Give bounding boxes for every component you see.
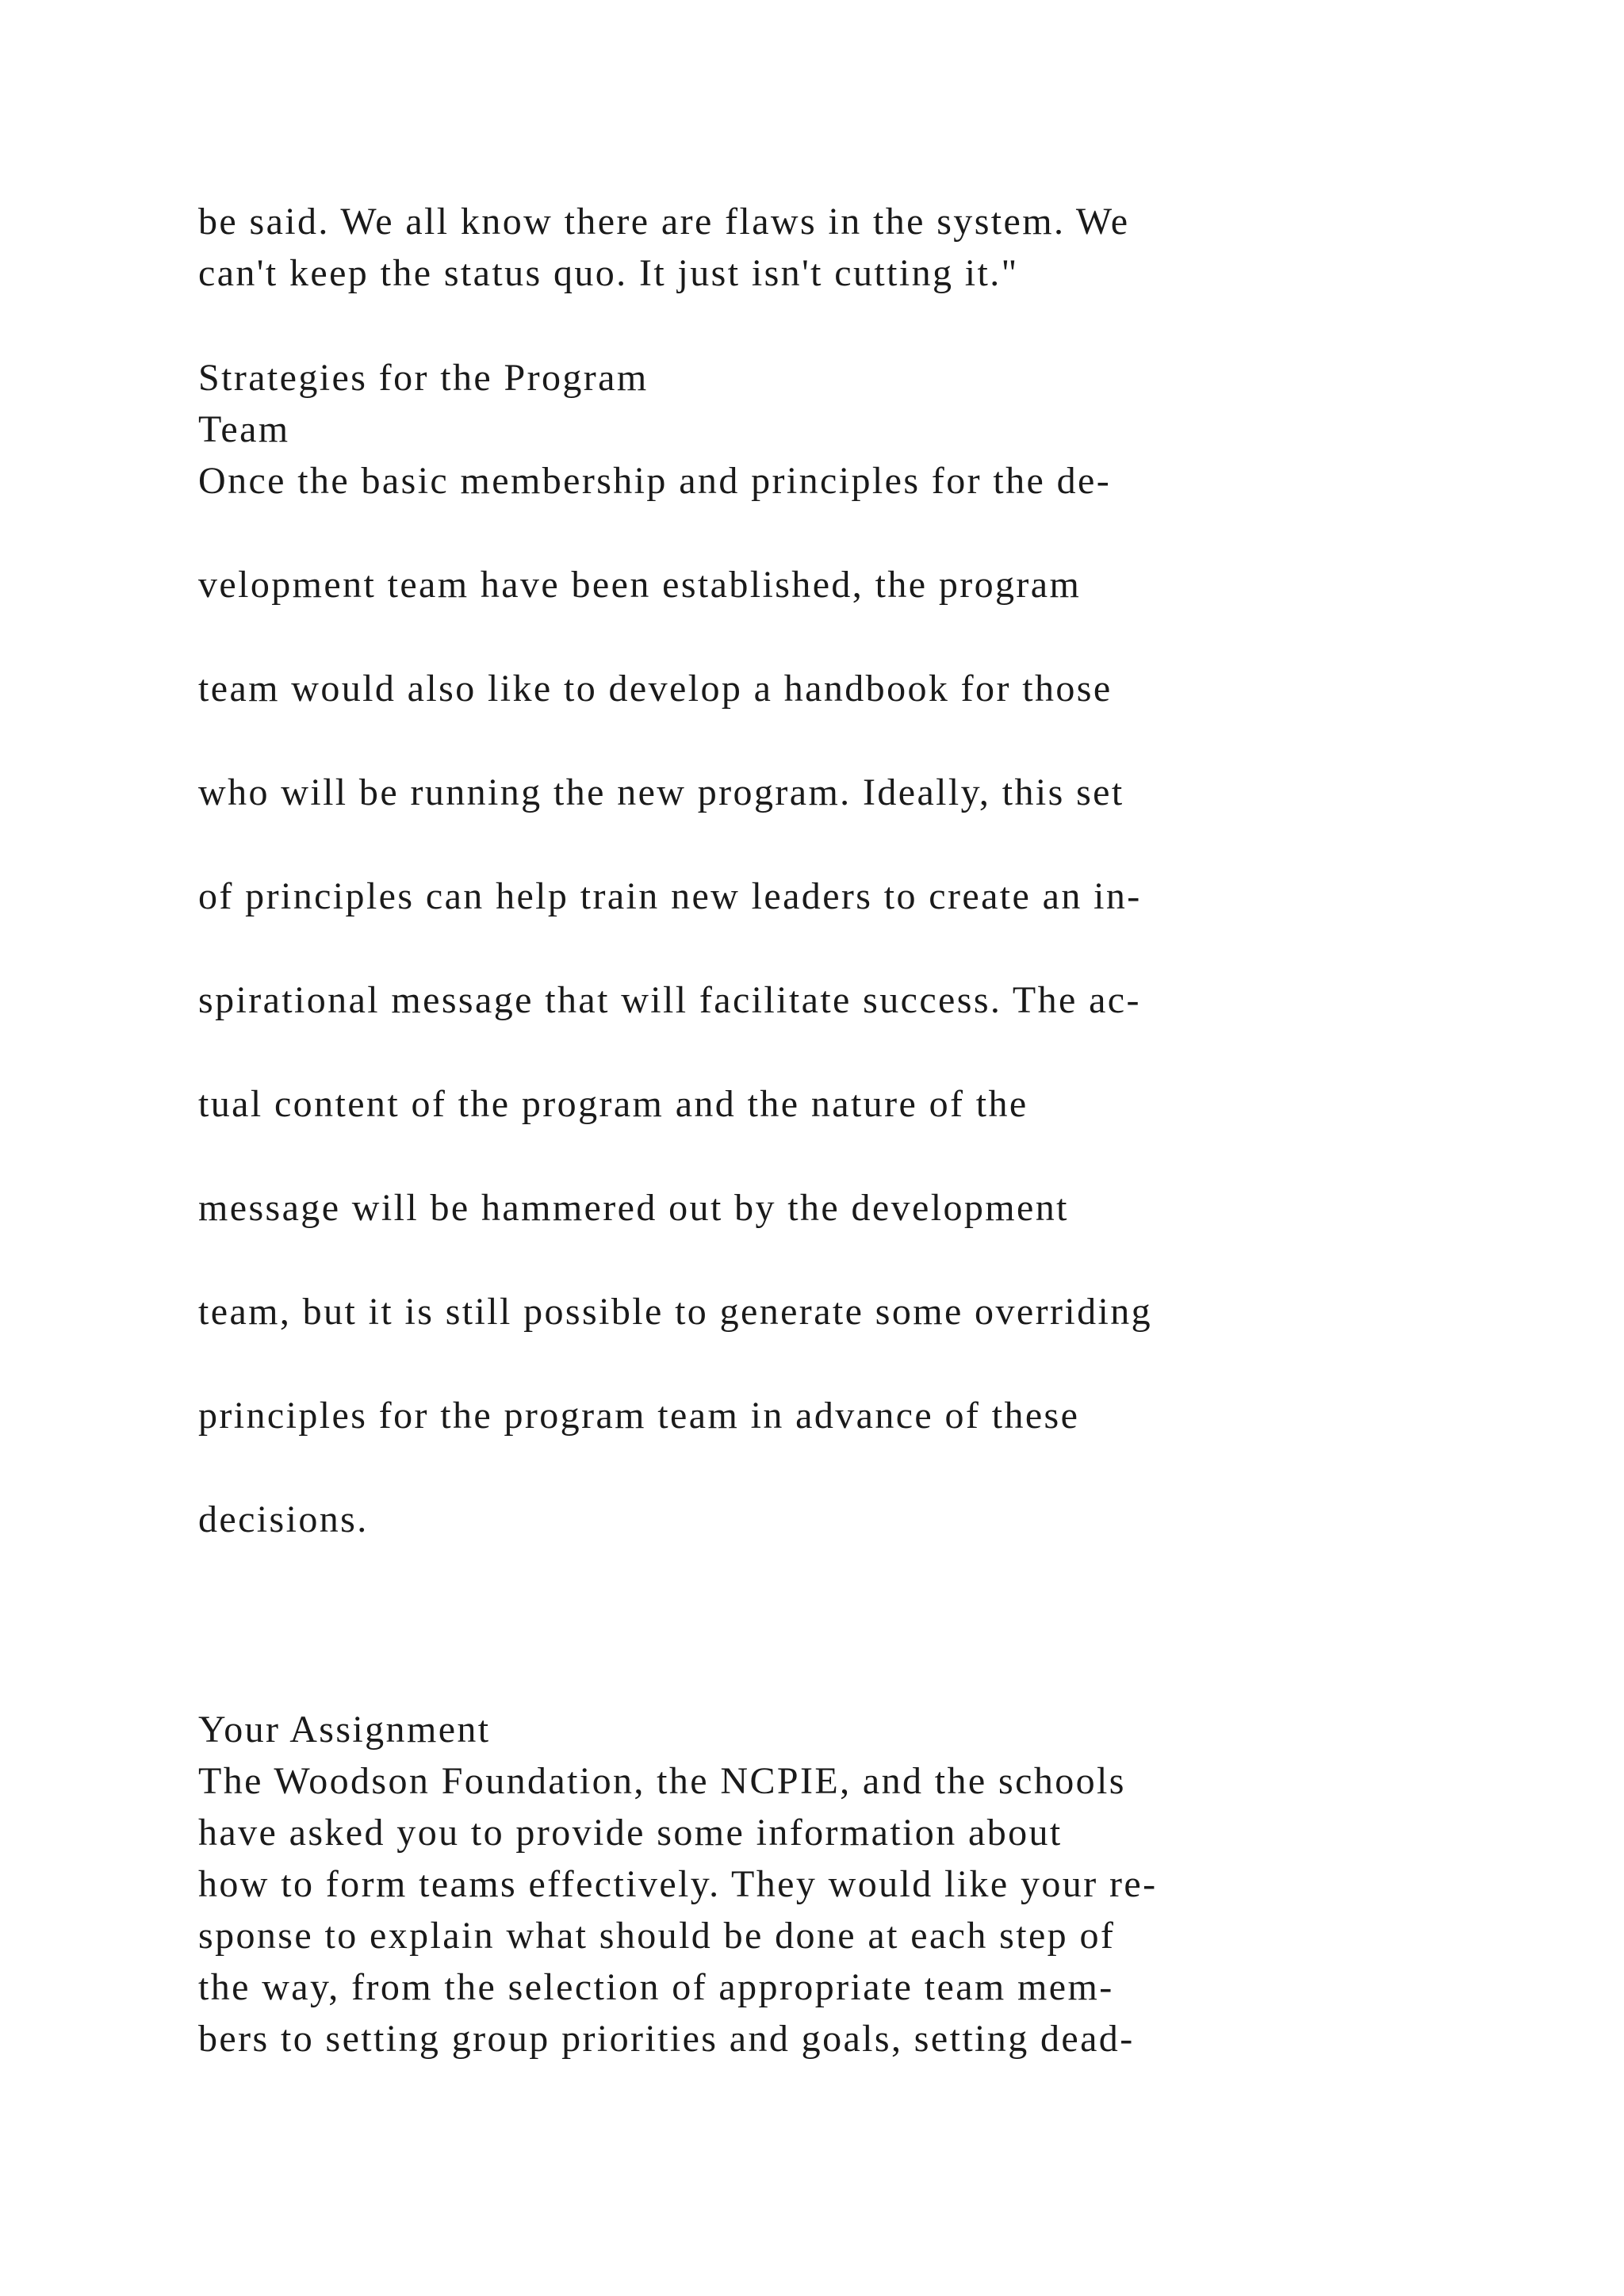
strategies-body-line: decisions. — [198, 1498, 369, 1540]
strategies-heading-line-2: Team — [198, 408, 290, 450]
strategies-body-line: Once the basic membership and principles for the de- — [198, 460, 1112, 502]
strategies-body-line: tual content of the program and the nature of the — [198, 1083, 1028, 1125]
strategies-body-line: message will be hammered out by the development — [198, 1187, 1069, 1229]
strategies-body-line: principles for the program team in advance of these — [198, 1395, 1080, 1437]
assignment-heading: Your Assignment — [198, 1709, 491, 1751]
strategies-body-line: of principles can help train new leaders to create an in- — [198, 875, 1142, 917]
intro-line-2: can't keep the status quo. It just isn't cutting it." — [198, 252, 1019, 294]
strategies-body-line: who will be running the new program. Ideally, this set — [198, 771, 1124, 813]
assignment-body-line: the way, from the selection of appropriate team mem- — [198, 1966, 1114, 2008]
strategies-body-line: team, but it is still possible to generate some overriding — [198, 1291, 1153, 1333]
strategies-body-line: velopment team have been established, the program — [198, 564, 1082, 606]
strategies-body-line: team would also like to develop a handbook for those — [198, 668, 1113, 710]
strategies-heading-line-1: Strategies for the Program — [198, 357, 649, 399]
strategies-body-line: spirational message that will facilitate success. The ac- — [198, 979, 1141, 1021]
intro-line-1: be said. We all know there are flaws in the system. We — [198, 201, 1130, 243]
assignment-body-line: have asked you to provide some information about — [198, 1812, 1063, 1854]
assignment-body-line: bers to setting group priorities and goals, setting dead- — [198, 2018, 1135, 2060]
assignment-body-line: how to form teams effectively. They would like your re- — [198, 1863, 1158, 1905]
assignment-body-line: The Woodson Foundation, the NCPIE, and the schools — [198, 1760, 1126, 1802]
assignment-body-line: sponse to explain what should be done at each step of — [198, 1915, 1116, 1957]
